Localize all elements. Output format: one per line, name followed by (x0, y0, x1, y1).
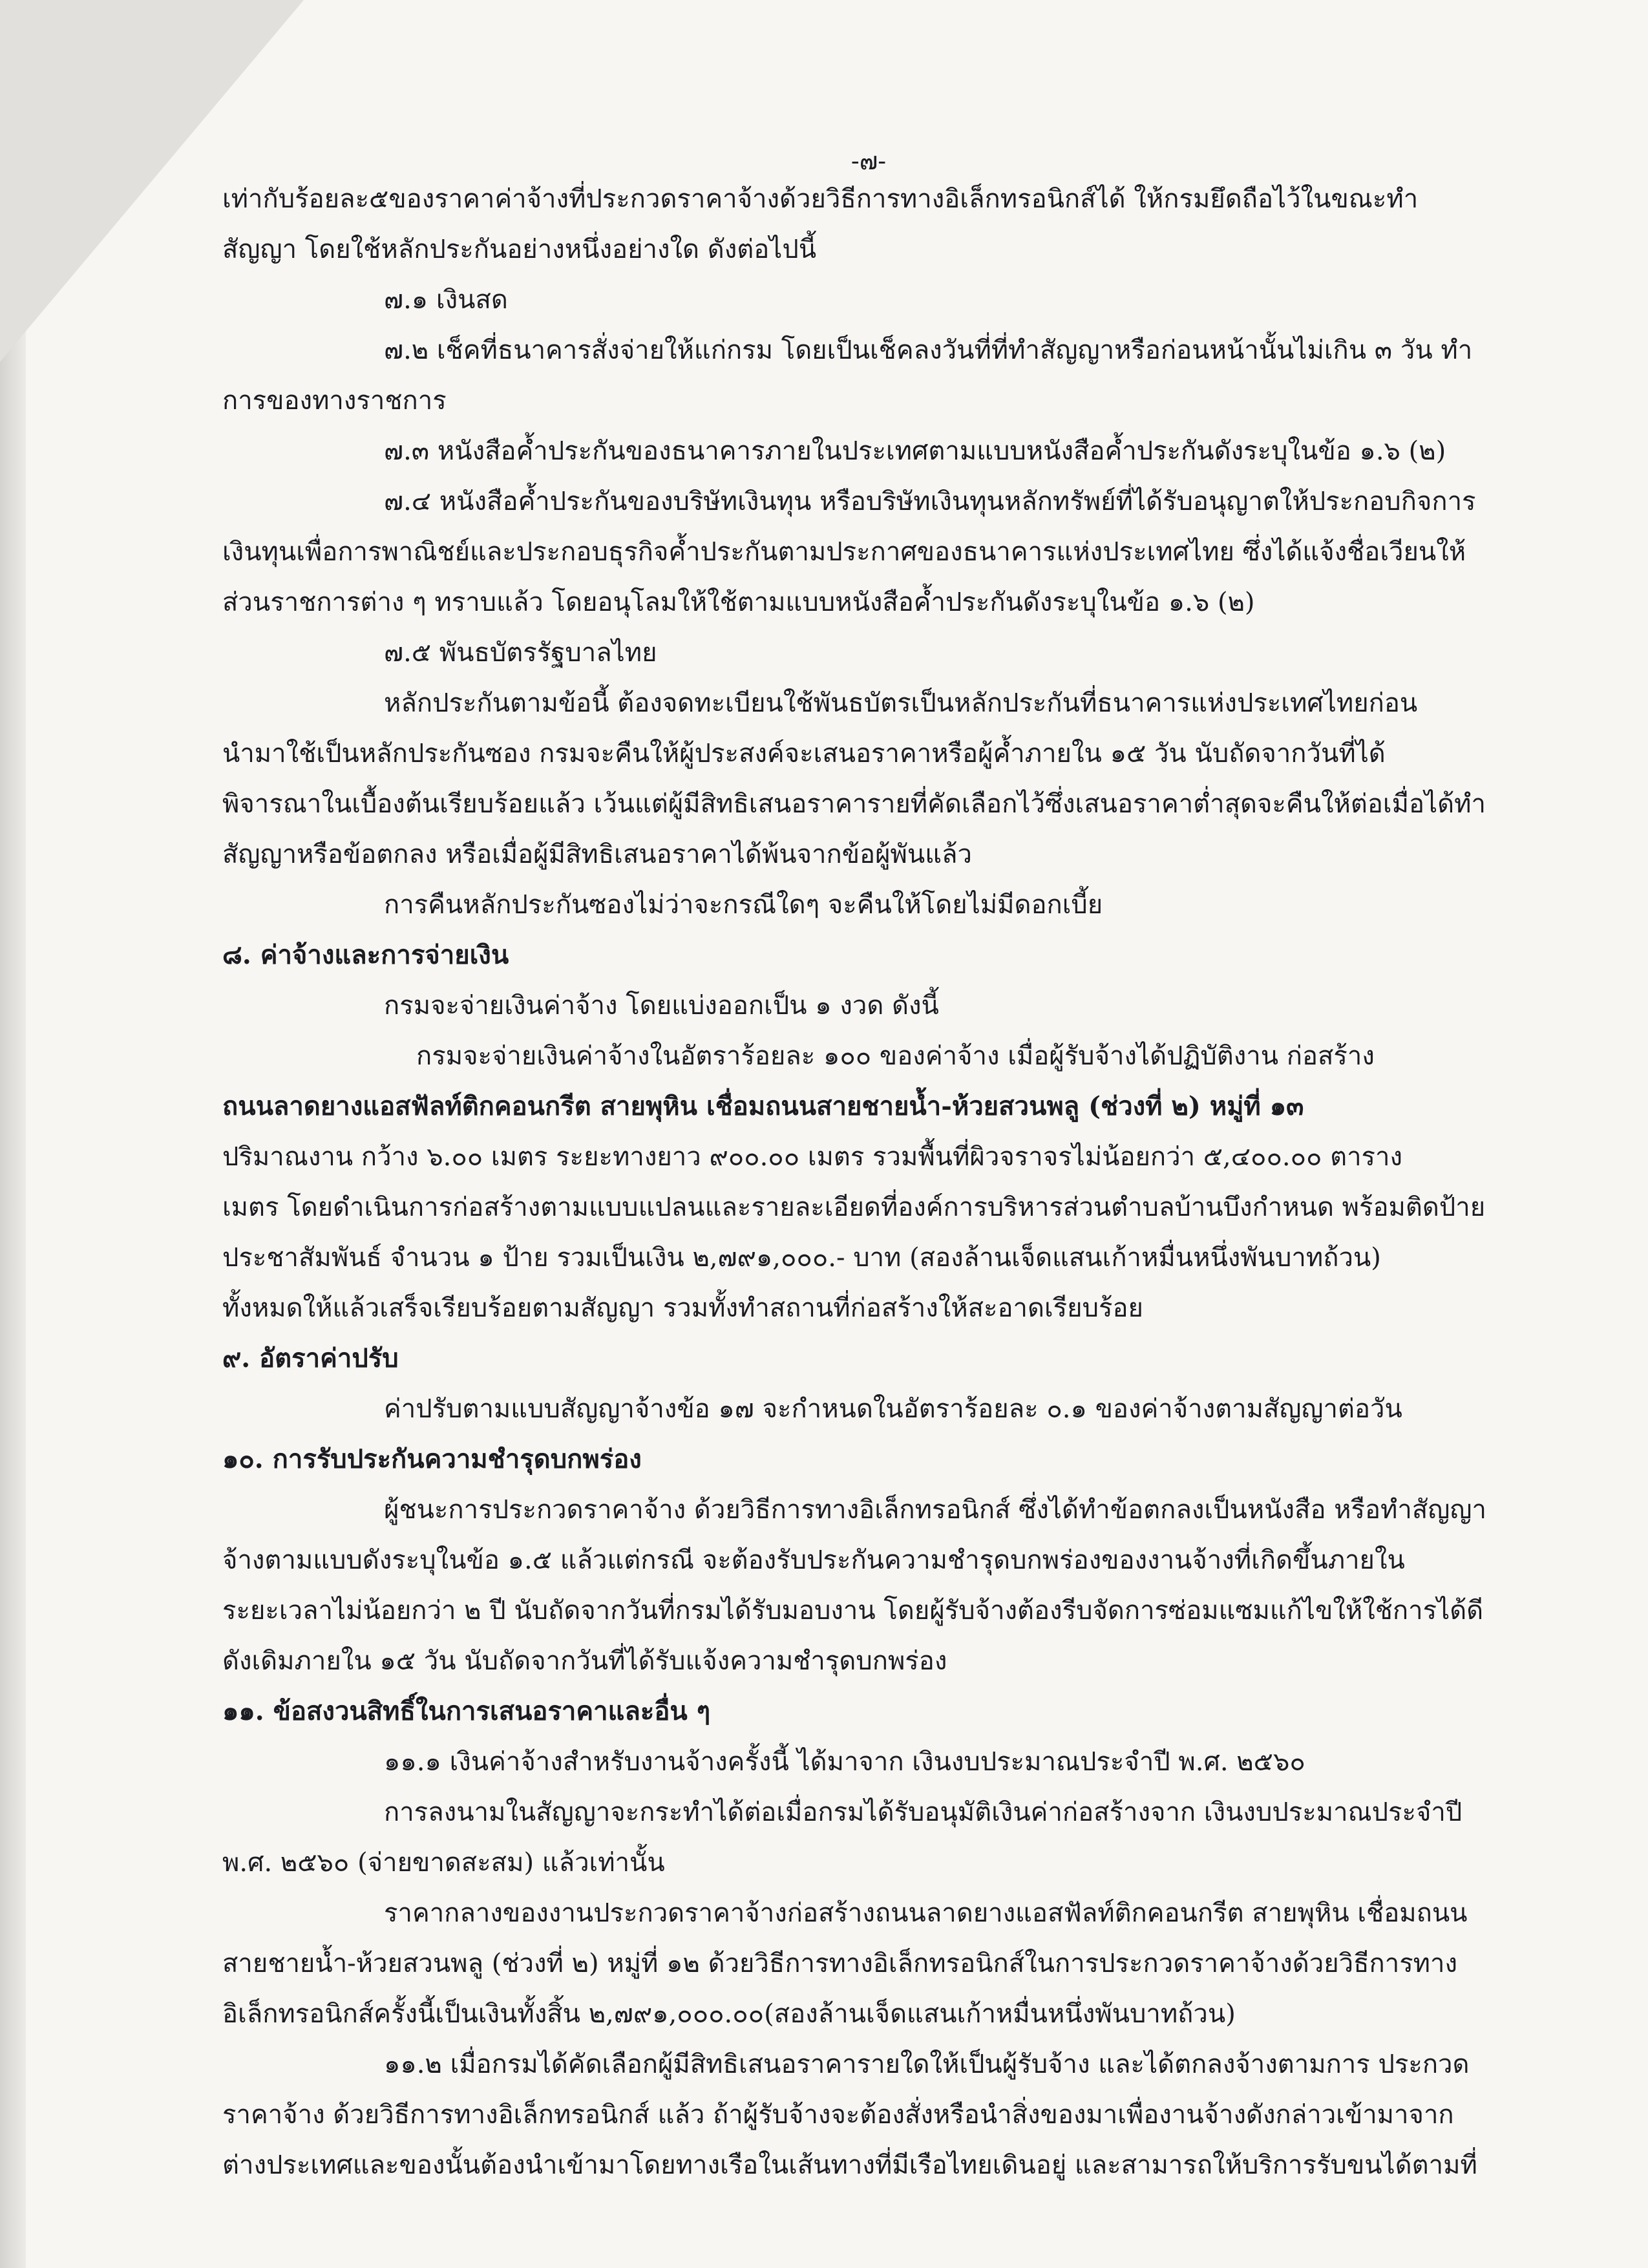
paragraph-line: จ้างตามแบบดังระบุในข้อ ๑.๕ แล้วแต่กรณี จะต้องรับประกันความชำรุดบกพร่องของงานจ้างที่เกิดขึ้นภายใน (222, 1545, 1405, 1575)
list-item: ๗.๕ พันธบัตรรัฐบาลไทย (384, 638, 657, 668)
paragraph-line: เท่ากับร้อยละ๕ของราคาค่าจ้างที่ประกวดราคาจ้างด้วยวิธีการทางอิเล็กทรอนิกส์ได้ ให้กรมยึดถือไว้ในขณะทำ (222, 184, 1419, 214)
paragraph-line: ปริมาณงาน กว้าง ๖.๐๐ เมตร ระยะทางยาว ๙๐๐.๐๐ เมตร รวมพื้นที่ผิวจราจรไม่น้อยกว่า ๕,๔๐๐.๐๐ ตาราง (222, 1142, 1403, 1172)
list-item: ๑๑.๑ เงินค่าจ้างสำหรับงานจ้างครั้งนี้ ได้มาจาก เงินงบประมาณประจำปี พ.ศ. ๒๕๖๐ (384, 1747, 1305, 1777)
paragraph-line: กรมจะจ่ายเงินค่าจ้างในอัตราร้อยละ ๑๐๐ ของค่าจ้าง เมื่อผู้รับจ้างได้ปฏิบัติงาน ก่อสร้าง (416, 1041, 1375, 1071)
paragraph-line: ราคาจ้าง ด้วยวิธีการทางอิเล็กทรอนิกส์ แล้ว ถ้าผู้รับจ้างจะต้องสั่งหรือนำสิ่งของมาเพื่องานจ้างดังกล่าวเข้ามาจาก (222, 2100, 1454, 2130)
paragraph-line: ประชาสัมพันธ์ จำนวน ๑ ป้าย รวมเป็นเงิน ๒,๗๙๑,๐๐๐.- บาท (สองล้านเจ็ดแสนเก้าหมื่นหนึ่งพันบาทถ้วน) (222, 1243, 1381, 1273)
paragraph-line: การคืนหลักประกันซองไม่ว่าจะกรณีใดๆ จะคืนให้โดยไม่มีดอกเบี้ย (384, 890, 1103, 920)
paragraph-line: เมตร โดยดำเนินการก่อสร้างตามแบบแปลนและรายละเอียดที่องค์การบริหารส่วนตำบลบ้านบึงกำหนด พร้อมติดป้าย (222, 1192, 1486, 1222)
paragraph-line: หลักประกันตามข้อนี้ ต้องจดทะเบียนใช้พันธบัตรเป็นหลักประกันที่ธนาคารแห่งประเทศไทยก่อน (384, 688, 1418, 718)
section-heading: ๙. อัตราค่าปรับ (222, 1343, 399, 1373)
paragraph-line: ราคากลางของงานประกวดราคาจ้างก่อสร้างถนนลาดยางแอสฟัลท์ติกคอนกรีต สายพุหิน เชื่อมถนน (384, 1898, 1468, 1928)
paragraph-line: ค่าปรับตามแบบสัญญาจ้างข้อ ๑๗ จะกำหนดในอัตราร้อยละ ๐.๑ ของค่าจ้างตามสัญญาต่อวัน (384, 1394, 1402, 1424)
paragraph-line: ดังเดิมภายใน ๑๕ วัน นับถัดจากวันที่ได้รับแจ้งความชำรุดบกพร่อง (222, 1646, 947, 1676)
paragraph-line: นำมาใช้เป็นหลักประกันซอง กรมจะคืนให้ผู้ประสงค์จะเสนอราคาหรือผู้ค้ำภายใน ๑๕ วัน นับถัดจากวันที่ได้ (222, 739, 1386, 768)
paragraph-line: สัญญาหรือข้อตกลง หรือเมื่อผู้มีสิทธิเสนอราคาได้พ้นจากข้อผู้พันแล้ว (222, 840, 972, 869)
paragraph-line: กรมจะจ่ายเงินค่าจ้าง โดยแบ่งออกเป็น ๑ งวด ดังนี้ (384, 991, 939, 1021)
list-item: ๑๑.๒ เมื่อกรมได้คัดเลือกผู้มีสิทธิเสนอราคารายใดให้เป็นผู้รับจ้าง และได้ตกลงจ้างตามการ ประกวด (384, 2050, 1470, 2079)
list-item: ๗.๓ หนังสือค้ำประกันของธนาคารภายในประเทศตามแบบหนังสือค้ำประกันดังระบุในข้อ ๑.๖ (๒) (384, 436, 1446, 466)
list-item: ๗.๒ เช็คที่ธนาคารสั่งจ่ายให้แก่กรม โดยเป็นเช็คลงวันที่ที่ทำสัญญาหรือก่อนหน้านั้นไม่เกิน ๓ วัน ทำ (384, 335, 1473, 365)
paragraph-line: เงินทุนเพื่อการพาณิชย์และประกอบธุรกิจค้ำประกันตามประกาศของธนาคารแห่งประเทศไทย ซึ่งได้แจ้งชื่อเวียนให้ (222, 537, 1466, 567)
list-item: ๗.๔ หนังสือค้ำประกันของบริษัทเงินทุน หรือบริษัทเงินทุนหลักทรัพย์ที่ได้รับอนุญาตให้ประกอบกิจการ (384, 487, 1476, 516)
paragraph-line: สัญญา โดยใช้หลักประกันอย่างหนึ่งอย่างใด ดังต่อไปนี้ (222, 235, 817, 264)
paragraph-line: ระยะเวลาไม่น้อยกว่า ๒ ปี นับถัดจากวันที่กรมได้รับมอบงาน โดยผู้รับจ้างต้องรีบจัดการซ่อมแซมแก้ไขให้ใช้การได้ดี (222, 1596, 1484, 1626)
paragraph-line: ต่างประเทศและของนั้นต้องนำเข้ามาโดยทางเรือในเส้นทางที่มีเรือไทยเดินอยู่ และสามารถให้บริการรับขนได้ตามที่ (222, 2150, 1477, 2180)
page-number: -๗- (850, 147, 887, 175)
paragraph-line: พ.ศ. ๒๕๖๐ (จ่ายขาดสะสม) แล้วเท่านั้น (222, 1848, 665, 1878)
section-heading: ๑๐. การรับประกันความชำรุดบกพร่อง (222, 1444, 642, 1474)
paragraph-line: การของทางราชการ (222, 386, 447, 416)
paragraph-line: สายชายน้ำ-ห้วยสวนพลู (ช่วงที่ ๒) หมู่ที่ ๑๒ ด้วยวิธีการทางอิเล็กทรอนิกส์ในการประกวดราคาจ้างด้วยวิธีการทาง (222, 1949, 1458, 1978)
paragraph-line: ถนนลาดยางแอสฟัลท์ติกคอนกรีต สายพุหิน เชื่อมถนนสายชายน้ำ-ห้วยสวนพลู (ช่วงที่ ๒) หมู่ที่ ๑๓ (222, 1091, 1304, 1121)
paragraph-line: อิเล็กทรอนิกส์ครั้งนี้เป็นเงินทั้งสิ้น ๒,๗๙๑,๐๐๐.๐๐(สองล้านเจ็ดแสนเก้าหมื่นหนึ่งพันบาทถ้วน) (222, 1999, 1236, 2029)
section-heading: ๘. ค่าจ้างและการจ่ายเงิน (222, 940, 509, 970)
paragraph-line: ผู้ชนะการประกวดราคาจ้าง ด้วยวิธีการทางอิเล็กทรอนิกส์ ซึ่งได้ทำข้อตกลงเป็นหนังสือ หรือทำสัญญา (384, 1495, 1486, 1525)
paragraph-line: พิจารณาในเบื้องต้นเรียบร้อยแล้ว เว้นแต่ผู้มีสิทธิเสนอราคารายที่คัดเลือกไว้ซึ่งเสนอราคาต่ำสุดจะคืนให้ต่อเมื่อได้ทำ (222, 789, 1486, 819)
section-heading: ๑๑. ข้อสงวนสิทธิ์ในการเสนอราคาและอื่น ๆ (222, 1696, 711, 1726)
paragraph-line: ทั้งหมดให้แล้วเสร็จเรียบร้อยตามสัญญา รวมทั้งทำสถานที่ก่อสร้างให้สะอาดเรียบร้อย (222, 1293, 1143, 1323)
paragraph-line: ส่วนราชการต่าง ๆ ทราบแล้ว โดยอนุโลมให้ใช้ตามแบบหนังสือค้ำประกันดังระบุในข้อ ๑.๖ (๒) (222, 588, 1255, 617)
paragraph-line: การลงนามในสัญญาจะกระทำได้ต่อเมื่อกรมได้รับอนุมัติเงินค่าก่อสร้างจาก เงินงบประมาณประจำปี (384, 1797, 1463, 1827)
list-item: ๗.๑ เงินสด (384, 285, 508, 315)
